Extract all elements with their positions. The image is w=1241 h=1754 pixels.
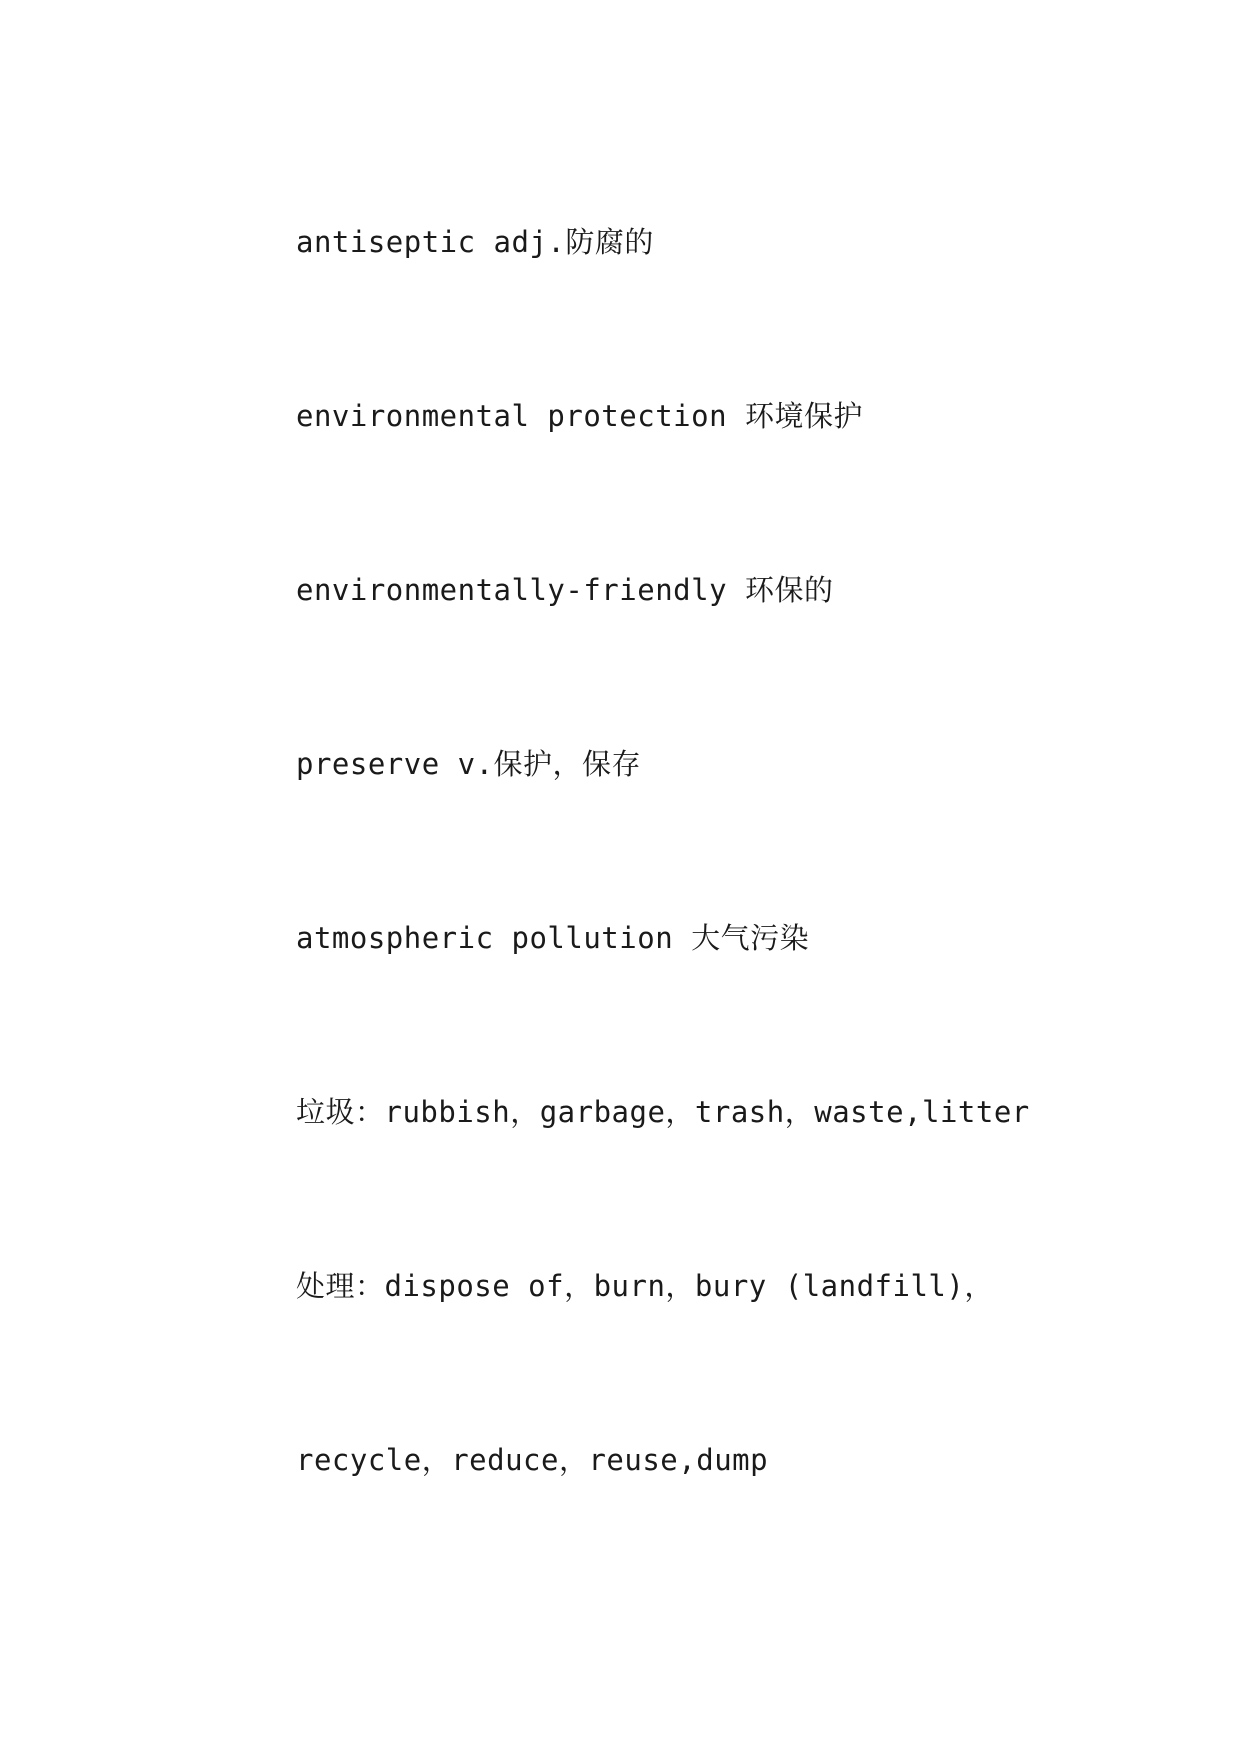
vocab-line-atmospheric-pollution: atmospheric pollution 大气污染 [296,921,810,955]
vocab-line-preserve: preserve v.保护，保存 [296,747,642,781]
vocab-line-rubbish: 垃圾：rubbish，garbage，trash，waste,litter [296,1095,1030,1129]
vocab-line-dispose: 处理：dispose of，burn，bury (landfill)， [296,1269,994,1303]
vocab-line-antiseptic: antiseptic adj.防腐的 [296,225,654,259]
vocab-line-recycle: recycle，reduce，reuse,dump [296,1443,769,1477]
vocab-line-environmental-protection: environmental protection 环境保护 [296,399,863,433]
vocab-line-environmentally-friendly: environmentally-friendly 环保的 [296,573,834,607]
